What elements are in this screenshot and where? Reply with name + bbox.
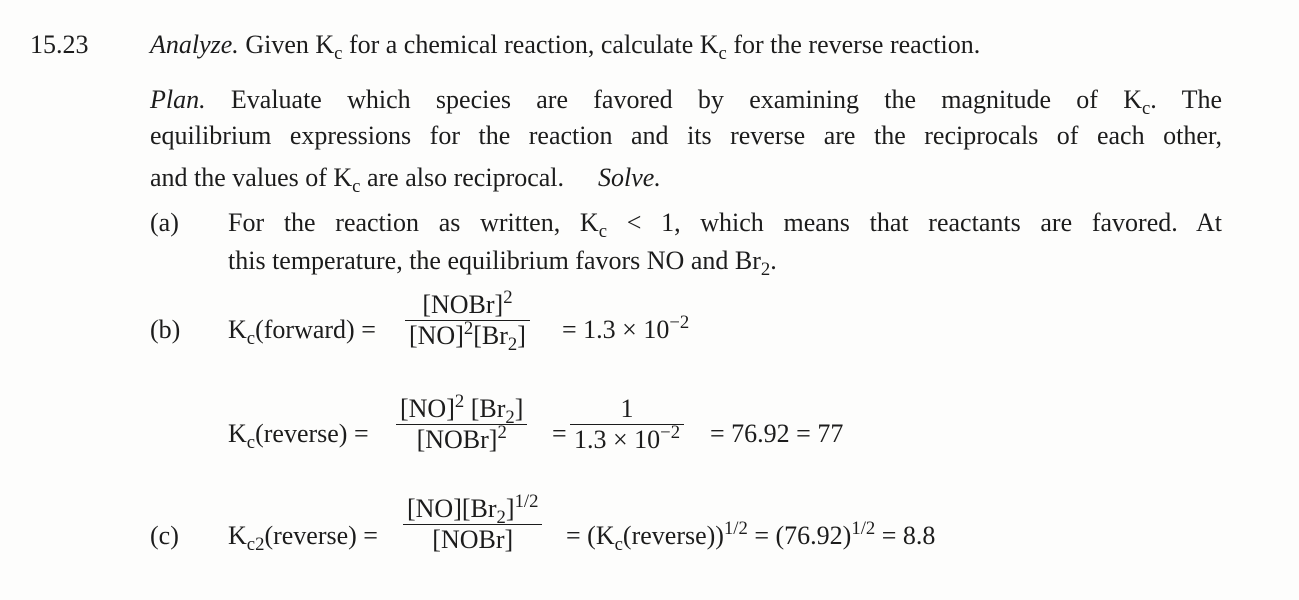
kc2-rest: (reverse) = bbox=[264, 521, 378, 550]
kc2-result-a: = (K bbox=[566, 521, 615, 550]
kc-reverse-fraction bbox=[396, 390, 527, 455]
part-a-text-4: . bbox=[770, 246, 777, 275]
rev-num-sup: 2 bbox=[454, 390, 465, 412]
kc2-num-base: [NO][Br bbox=[407, 494, 497, 523]
fwd-den-no: [NO] bbox=[409, 321, 464, 351]
kc2-fraction bbox=[403, 490, 542, 555]
kc2-result-d: = 8.8 bbox=[875, 521, 936, 550]
kc-reverse-denominator-2 bbox=[570, 422, 684, 455]
rev-den-sup: 2 bbox=[497, 422, 507, 444]
rev-num-no: [NO] bbox=[400, 394, 455, 423]
kc-forward-sub: c bbox=[246, 327, 256, 349]
analyze-sub-2: c bbox=[718, 42, 727, 64]
kc-reverse-numerator bbox=[396, 390, 527, 428]
analyze-label: Analyze. bbox=[150, 30, 239, 59]
part-b-label: (b) bbox=[150, 315, 181, 344]
part-a-sub-1: c bbox=[598, 220, 607, 242]
part-a-text-1: For the reaction as written, K bbox=[228, 208, 599, 237]
part-c-label: (c) bbox=[150, 521, 179, 550]
rev-num-sub: 2 bbox=[505, 406, 515, 428]
plan-line-1 bbox=[150, 84, 1223, 119]
kc-forward-result bbox=[562, 311, 690, 345]
kc-reverse-numerator-2: 1 bbox=[620, 394, 634, 423]
plan-text-2: . The bbox=[1150, 85, 1223, 114]
fwd-num-sup: 2 bbox=[503, 286, 513, 308]
analyze-sub-1: c bbox=[334, 42, 343, 64]
fwd-den-sub: 2 bbox=[507, 334, 518, 355]
kc-reverse-equals: = bbox=[552, 419, 567, 448]
plan-sub-1: c bbox=[1141, 97, 1151, 119]
analyze-text-3: for the reverse reaction. bbox=[726, 30, 981, 59]
rev-num-close: ] bbox=[514, 394, 524, 423]
fwd-result-base: = 1.3 × 10 bbox=[562, 315, 670, 344]
kc2-result-sup1: 1/2 bbox=[723, 517, 748, 539]
fwd-den-br: [Br bbox=[473, 321, 508, 351]
kc-reverse-fraction-2 bbox=[570, 394, 684, 455]
kc2-num-sup: 1/2 bbox=[514, 490, 539, 512]
kc-reverse-sub: c bbox=[246, 431, 256, 453]
fwd-den-sup: 2 bbox=[463, 318, 474, 340]
kc2-result-sub: c bbox=[614, 533, 623, 555]
solve-label: Solve. bbox=[598, 163, 661, 192]
kc-reverse-rest: (reverse) = bbox=[255, 419, 369, 448]
rev-den2-base: 1.3 × 10 bbox=[574, 425, 661, 455]
kc-forward-numerator bbox=[418, 286, 516, 320]
kc-reverse-lhs bbox=[228, 418, 369, 453]
fwd-num-base: [NOBr] bbox=[422, 290, 504, 319]
plan-label: Plan. bbox=[150, 85, 206, 114]
rev-den-base: [NOBr] bbox=[416, 425, 498, 455]
kc2-num-close: ] bbox=[505, 494, 515, 523]
kc-forward-denominator bbox=[405, 318, 530, 355]
kc-forward-lhs bbox=[228, 314, 376, 349]
kc2-reverse-lhs bbox=[228, 520, 378, 555]
plan-line-2: equilibrium expressions for the reaction and its reverse are the reciprocals of each other, bbox=[150, 121, 1222, 150]
kc2-result-c: = (76.92) bbox=[747, 521, 852, 550]
kc2-result-b: (reverse)) bbox=[622, 521, 724, 550]
analyze-text-2: for a chemical reaction, calculate K bbox=[342, 30, 719, 59]
kc2-sub: c2 bbox=[246, 533, 265, 555]
part-a-label: (a) bbox=[150, 208, 179, 237]
kc-reverse-denominator bbox=[413, 422, 511, 455]
rev-den2-exp: −2 bbox=[660, 422, 681, 444]
part-a-text-3: this temperature, the equilibrium favors NO and Br bbox=[228, 246, 761, 275]
part-a-sub-2: 2 bbox=[760, 258, 771, 280]
part-a-line-1 bbox=[228, 207, 1222, 242]
kc-forward-rest: (forward) = bbox=[255, 315, 376, 344]
kc2-result-sup2: 1/2 bbox=[851, 517, 876, 539]
kc-reverse-k: K bbox=[228, 419, 247, 448]
fwd-den-close: ] bbox=[517, 321, 526, 351]
part-a-text-2: < 1, which means that reactants are favored. At bbox=[607, 208, 1222, 237]
kc2-result bbox=[566, 517, 936, 555]
kc2-numerator bbox=[403, 490, 542, 528]
rev-num-br: [Br bbox=[464, 394, 506, 423]
fwd-result-exp: −2 bbox=[669, 311, 690, 333]
kc2-num-sub: 2 bbox=[496, 506, 506, 528]
plan-text-1: Evaluate which species are favored by examining the magnitude of K bbox=[230, 85, 1142, 114]
kc-forward-k: K bbox=[228, 315, 247, 344]
problem-number: 15.23 bbox=[30, 30, 89, 59]
plan-sub-3: c bbox=[352, 175, 361, 197]
analyze-text-1: Given K bbox=[245, 30, 335, 59]
part-a-line-2 bbox=[228, 245, 777, 280]
plan-text-3: and the values of K bbox=[150, 163, 353, 192]
kc-reverse-result: = 76.92 = 77 bbox=[710, 419, 844, 448]
analyze-line bbox=[150, 29, 981, 64]
kc2-denominator: [NOBr] bbox=[432, 525, 514, 555]
plan-text-4: are also reciprocal. bbox=[360, 163, 565, 192]
plan-line-3 bbox=[150, 162, 661, 197]
kc2-k: K bbox=[228, 521, 247, 550]
kc-forward-fraction bbox=[405, 286, 530, 355]
